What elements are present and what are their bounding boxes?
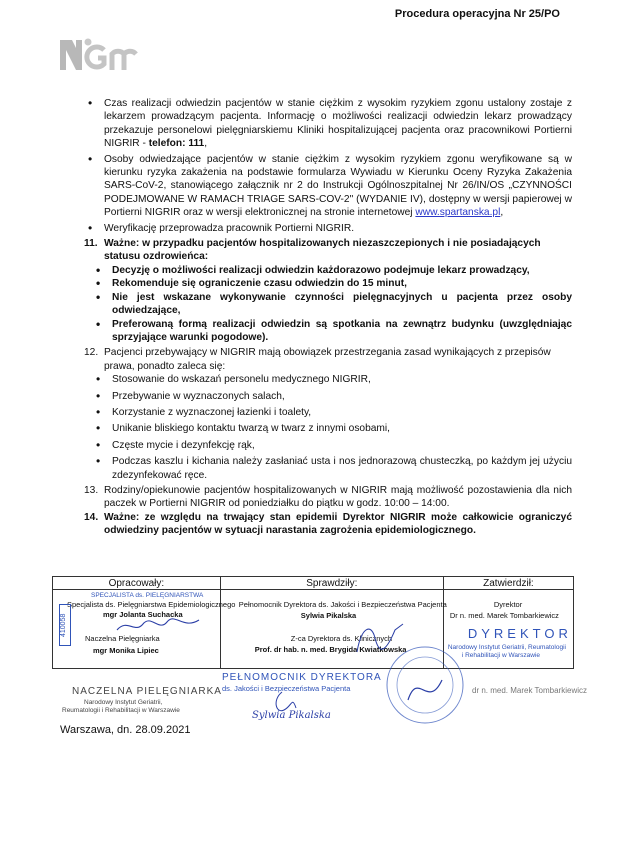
bullet-text: Weryfikację przeprowadza pracownik Portierni NIGRIR. <box>104 222 355 234</box>
bullet-text: Osoby odwiedzające pacjentów w stanie ciężkim z wysokim ryzykiem zgonu weryfikowane są w kierunku ryzyka zakażenia na podstawie formularza Wywiadu w Kierunku Oceny Ryzyka Zakażenia SARS-CoV-2, stanowiącego załącznik nr 2 do Instrukcji Ogólnoszpitalnej Nr 26/IN/OS „CZYNNOŚCI PODEJMOWANE W RAMACH TRIAGE SARS-COV-2" (WYDANIE IV), dostępny w wersji papierowej w Portierni NIGRIR oraz w wersji elektronicznej na stronie internetowej <box>104 153 572 219</box>
list-item: • Podczas kaszlu i kichania należy zasłaniać usta i nos jednorazową chusteczką, po każdym jej użyciu zdezynfekować ręce. <box>84 455 572 482</box>
signature-table <box>52 576 574 669</box>
signer-name: Sylwia Pikalska <box>300 611 357 620</box>
section-title: Ważne: w przypadku pacjentów hospitalizowanych niezaszczepionych i nie posiadających statusu ozdrowieńca: <box>104 238 541 263</box>
list-item: • Częste mycie i dezynfekcję rąk, <box>84 439 572 452</box>
role-label: Dyrektor <box>493 600 523 609</box>
section-title: Pacjenci przebywający w NIGRIR mają obowiązek przestrzegania zasad wynikających z przepisów prawa, ponadto zaleca się: <box>104 347 551 372</box>
stamp-text: ds. Jakości i Bezpieczeństwa Pacjenta <box>222 684 351 693</box>
stamp-number: 410058 <box>59 604 71 646</box>
signer-name: Prof. dr hab. n. med. Brygida Kwiatkowska <box>254 645 407 654</box>
role-label: Z-ca Dyrektora ds. Klinicznych <box>290 634 393 643</box>
signer-name: mgr Monika Lipiec <box>93 646 159 655</box>
stamp-title: DYREKTOR <box>467 626 572 641</box>
list-item: • Nie jest wskazane wykonywanie czynności pielęgnacyjnych u pacjenta przez osoby odwiedzające, <box>84 291 572 318</box>
procedure-number: Procedura operacyjna Nr 25/PO <box>394 8 560 20</box>
procedure-content <box>84 97 572 538</box>
round-stamp-icon <box>380 640 470 730</box>
list-item <box>92 153 572 220</box>
section-text: Rodziny/opiekunowie pacjentów hospitalizowanych w NIGRIR mają możliwość pozostawienia dla nich paczek w Portierni NIGRIR od poniedziałku do piątku w godz. 10:00 – 14:00. <box>104 484 572 510</box>
section-12 <box>84 346 572 373</box>
place-date: Warszawa, dn. 28.09.2021 <box>60 724 191 736</box>
stamp-title: PEŁNOMOCNIK DYREKTORA <box>222 672 382 683</box>
role-label: Pełnomocnik Dyrektora ds. Jakości i Bezpieczeństwa Pacjenta <box>238 600 447 609</box>
stamp-text: i Rehabilitacji w Warszawie <box>461 652 541 659</box>
signer-name: Dr n. med. Marek Tombarkiewicz <box>449 611 559 620</box>
list-item: • Preferowaną formą realizacji odwiedzin są spotkania na zewnątrz budynku (uwzględniając sprzyjające warunki pogodowe). <box>84 318 572 345</box>
approved-by-header: Zatwierdził: <box>443 577 573 590</box>
stamp-text: Narodowy Instytut Geriatrii, Reumatologii <box>447 644 566 651</box>
signer-name: mgr Jolanta Suchacka <box>103 610 183 619</box>
stamp-text: Reumatologii i Rehabilitacji w Warszawie <box>62 707 180 714</box>
section-text: Ważne: ze względu na trwający stan epidemii Dyrektor NIGRIR może całkowicie ograniczyć odwiedziny pacjentów w sytuacji narastania zagrożenia epidemiologicznego. <box>104 511 572 537</box>
website-link[interactable]: www.spartanska.pl <box>415 207 501 219</box>
stamp-signature: Sylwia Pikalska <box>252 710 331 721</box>
role-label: Specjalista ds. Pielęgniarstwa Epidemiologicznego <box>67 600 236 609</box>
stamp-text: dr n. med. Marek Tombarkiewicz <box>472 686 587 695</box>
prepared-by-header: Opracowały: <box>53 577 221 590</box>
section-11 <box>84 237 572 264</box>
prepared-by-cell <box>53 590 236 668</box>
section-number: 13. <box>84 484 99 496</box>
section-number: 11. <box>84 238 98 250</box>
list-item <box>92 222 572 235</box>
bullet-text: Czas realizacji odwiedzin pacjentów w stanie ciężkim z wysokim ryzykiem zgonu ustalony zostaje z lekarzem prowadzącym pacjenta. Informację o możliwości realizacji odwiedzin lekarz prowadzący przekazuje personelowi pielęgniarskiemu Kliniki hospitalizującej pacjenta oraz pracownikowi Portierni NIGRIR - <box>104 98 572 150</box>
section-number: 12. <box>84 347 99 359</box>
list-item: • Stosowanie do wskazań personelu medycznego NIGRIR, <box>84 373 572 386</box>
bullet-text-end: , <box>500 207 504 219</box>
phone-number: telefon: 111 <box>148 138 205 150</box>
list-item <box>92 97 572 151</box>
role-label: Naczelna Pielęgniarka <box>85 634 160 643</box>
nigrr-logo-icon <box>58 32 138 80</box>
list-item: • Decyzję o możliwości realizacji odwiedzin każdorazowo podejmuje lekarz prowadzący, <box>84 264 572 277</box>
section-14 <box>84 511 572 538</box>
bullet-text-end: , <box>204 138 208 150</box>
stamp-title: SPECJALISTA ds. PIELĘGNIARSTWA <box>91 592 204 599</box>
stamp-title: NACZELNA PIELĘGNIARKA <box>72 686 222 697</box>
stamp-text: Narodowy Instytut Geriatrii, <box>84 699 163 706</box>
signature-icon <box>113 616 203 636</box>
list-item: • Rekomenduje się ograniczenie czasu odwiedzin do 15 minut, <box>84 277 572 290</box>
list-item: • Unikanie bliskiego kontaktu twarzą w twarz z innymi osobami, <box>84 422 572 435</box>
section-13 <box>84 484 572 511</box>
list-item: • Korzystanie z wyznaczonej łazienki i toalety, <box>84 406 572 419</box>
checked-by-header: Sprawdziły: <box>220 577 443 590</box>
signature-icon <box>262 690 302 718</box>
section-number: 14. <box>84 511 99 523</box>
list-item: • Przebywanie w wyznaczonych salach, <box>84 390 572 403</box>
